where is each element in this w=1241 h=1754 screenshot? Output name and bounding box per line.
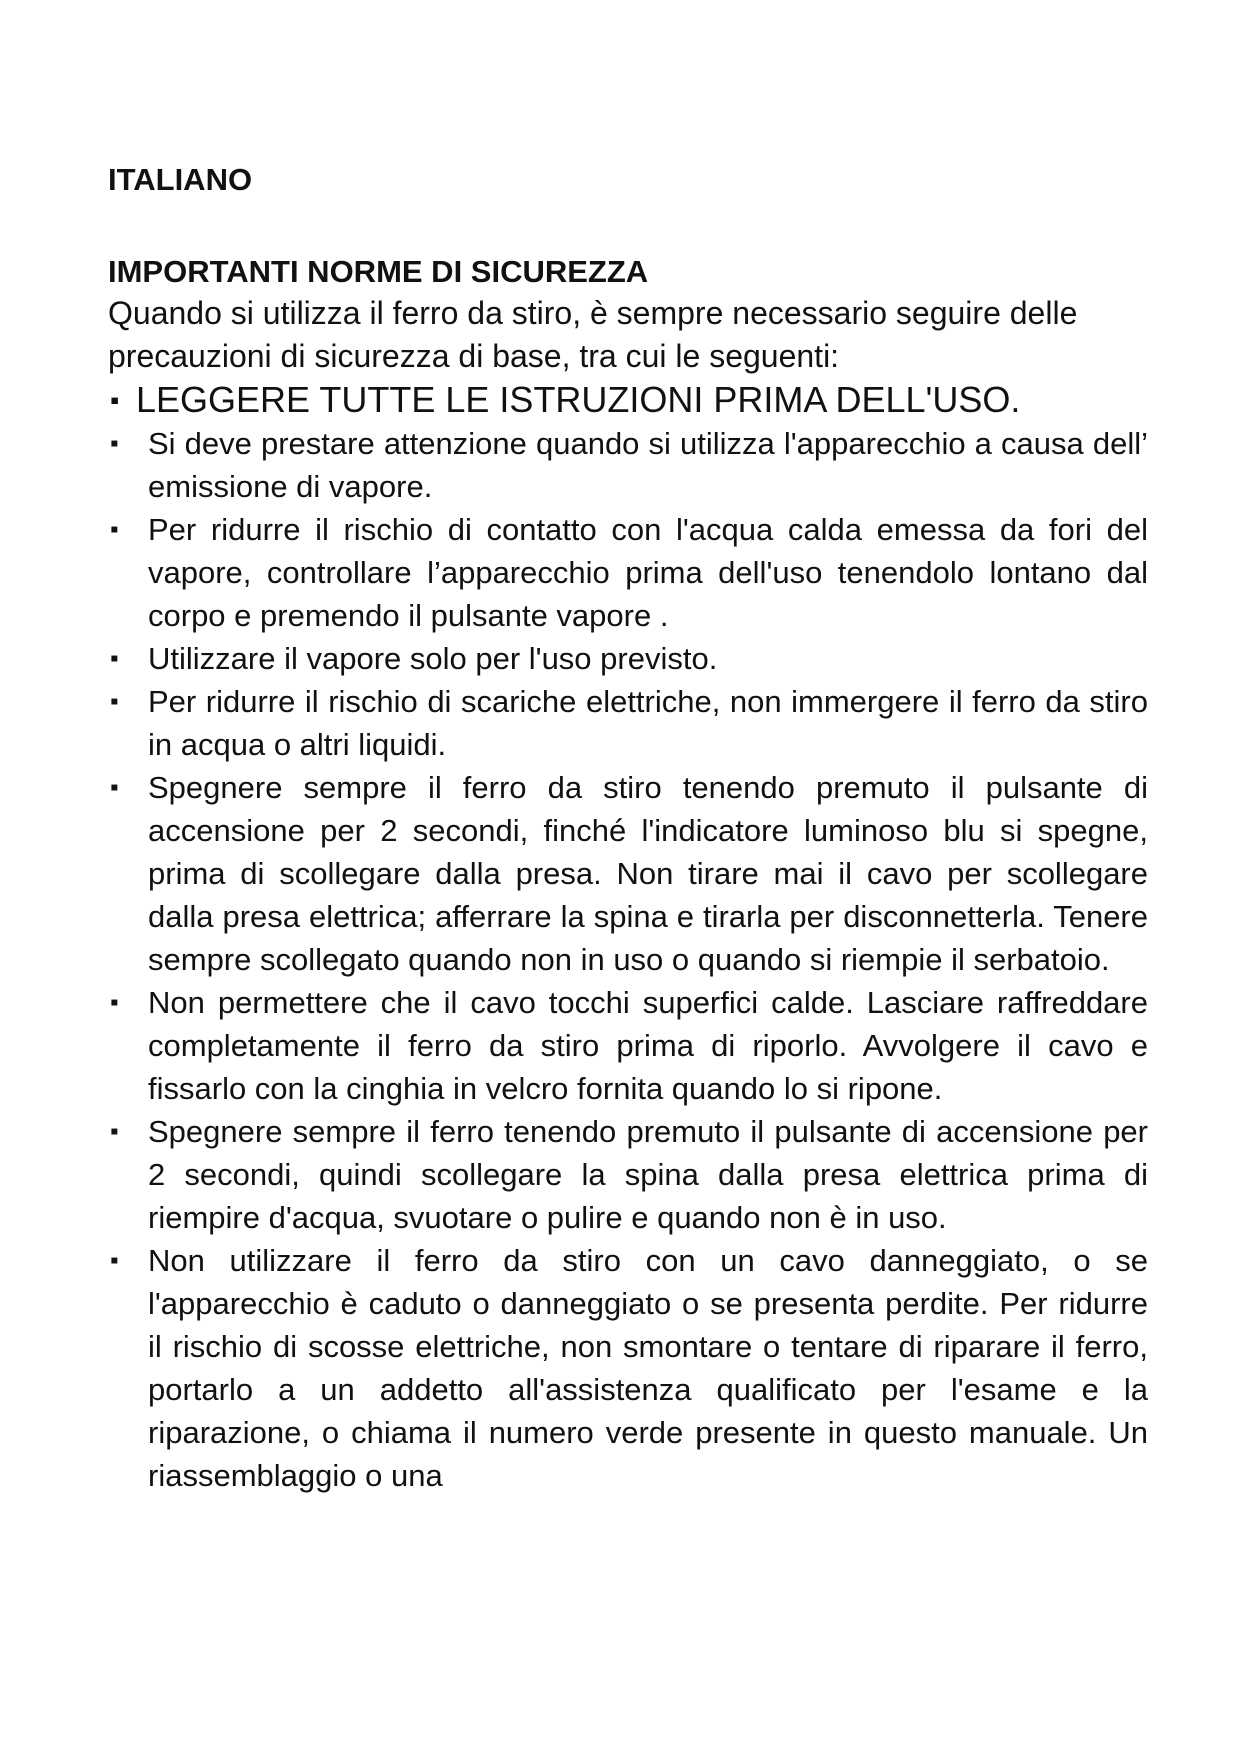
safety-rules-list [108, 378, 1148, 1497]
rule-text: Per ridurre il rischio di scariche elettriche, non immergere il ferro da stiro in acqua o altri liquidi. [148, 684, 1148, 762]
list-item [108, 637, 1148, 680]
document-page [108, 160, 1148, 1497]
language-label: ITALIANO [108, 162, 253, 197]
safety-heading: IMPORTANTI NORME DI SICUREZZA [108, 254, 649, 289]
rule-text: Non permettere che il cavo tocchi superfici calde. Lasciare raffreddare completamente il ferro da stiro prima di riporlo. Avvolgere il cavo e fissarlo con la cinghia in velcro fornita quando lo si ripone. [148, 985, 1148, 1106]
list-item [108, 508, 1148, 637]
rule-text: Non utilizzare il ferro da stiro con un cavo danneggiato, o se l'apparecchio è caduto o danneggiato o se presenta perdite. Per ridurre il rischio di scosse elettriche, non smontare o tentare di riparare il ferro, portarlo a un addetto all'assistenza qualificato per l'esame e la riparazione, o chiama il numero verde presente in questo manuale. Un riassemblaggio o una [148, 1243, 1148, 1493]
rule-text: Si deve prestare attenzione quando si utilizza l'apparecchio a causa dell’ emissione di vapore. [148, 426, 1148, 504]
list-item [108, 680, 1148, 766]
rule-text: Spegnere sempre il ferro tenendo premuto il pulsante di accensione per 2 secondi, quindi scollegare la spina dalla presa elettrica prima di riempire d'acqua, svuotare o pulire e quando non è in uso. [148, 1114, 1148, 1235]
list-item [108, 378, 1148, 422]
list-item [108, 422, 1148, 508]
intro-paragraph: Quando si utilizza il ferro da stiro, è sempre necessario seguire delle precauzioni di sicurezza di base, tra cui le seguenti: [108, 295, 1078, 374]
list-item [108, 1239, 1148, 1497]
rule-text: Utilizzare il vapore solo per l'uso previsto. [148, 641, 718, 676]
bullet-icon: ▪ [110, 688, 119, 715]
list-item [108, 1110, 1148, 1239]
bullet-icon: ▪ [110, 1118, 119, 1145]
list-item [108, 981, 1148, 1110]
bullet-icon: ▪ [110, 516, 119, 543]
bullet-icon: ▪ [110, 774, 119, 801]
bullet-icon: ▪ [110, 645, 119, 672]
bullet-icon: ▪ [110, 430, 119, 457]
rule-text: Per ridurre il rischio di contatto con l'acqua calda emessa da fori del vapore, controllare l’apparecchio prima dell'uso tenendolo lontano dal corpo e premendo il pulsante vapore . [148, 512, 1148, 633]
list-item [108, 766, 1148, 981]
rule-text: Spegnere sempre il ferro da stiro tenendo premuto il pulsante di accensione per 2 secondi, finché l'indicatore luminoso blu si spegne, prima di scollegare dalla presa. Non tirare mai il cavo per scollegare dalla presa elettrica; afferrare la spina e tirarla per disconnetterla. Tenere sempre scollegato quando non in uso o quando si riempie il serbatoio. [148, 770, 1148, 977]
bullet-icon: ▪ [110, 385, 120, 415]
rule-text: LEGGERE TUTTE LE ISTRUZIONI PRIMA DELL'USO. [136, 379, 1021, 420]
bullet-icon: ▪ [110, 989, 119, 1016]
bullet-icon: ▪ [110, 1247, 119, 1274]
